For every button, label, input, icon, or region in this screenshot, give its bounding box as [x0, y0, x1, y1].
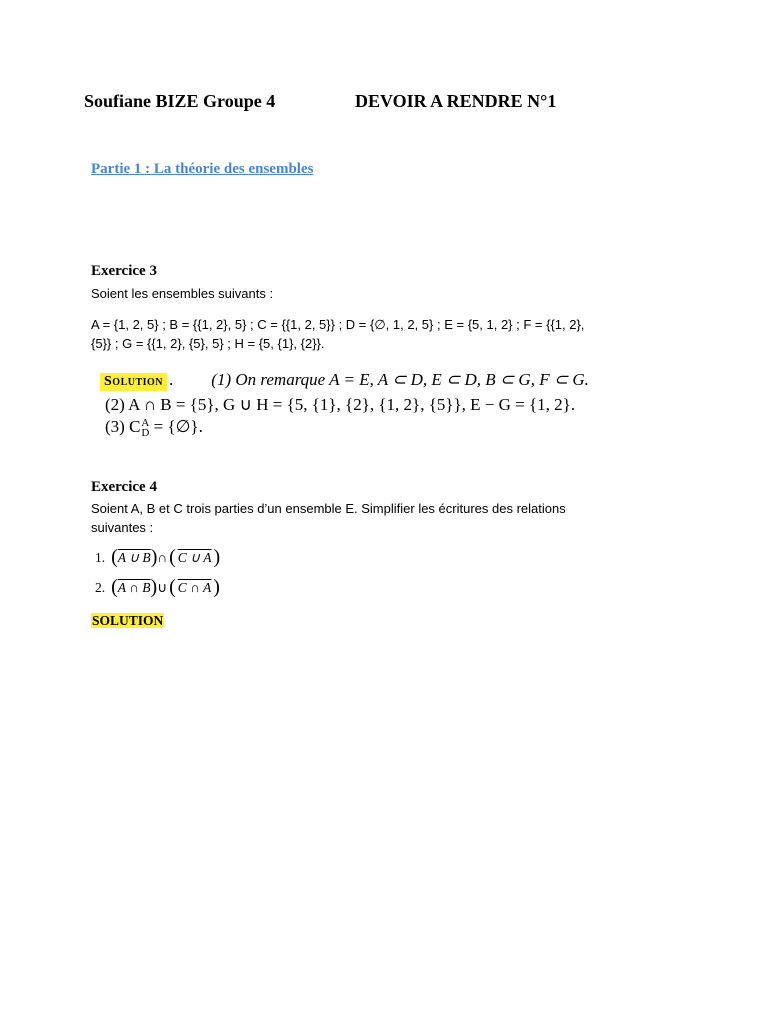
part-title: Partie 1 : La théorie des ensembles	[91, 161, 314, 177]
relation-right-a: A	[203, 549, 212, 565]
close-paren: )	[213, 546, 221, 568]
open-paren: (	[111, 546, 118, 568]
relation-operator: ∩	[157, 549, 168, 565]
solution-line3-prefix: (3) C	[105, 417, 141, 436]
exercise4-intro-line2: suivantes :	[91, 520, 154, 535]
solution-block	[100, 370, 589, 438]
relation-right-c: C ∩	[177, 579, 204, 595]
exercise3-title: Exercice 3	[91, 263, 157, 279]
open-paren: (	[111, 576, 118, 598]
relation-right-c: C ∪	[177, 549, 204, 565]
solution-line1	[100, 370, 589, 391]
complement-sup: A	[141, 417, 150, 430]
close-paren: )	[150, 576, 158, 598]
author-line: Soufiane BIZE Groupe 4	[84, 91, 276, 111]
relation-left: A ∩ B	[117, 579, 151, 595]
exercise3-intro: Soient les ensembles suivants :	[91, 286, 274, 301]
exercise4-solution	[91, 612, 164, 630]
open-paren: (	[169, 546, 176, 568]
solution-dot: .	[169, 370, 174, 389]
solution-highlight: SOLUTION	[92, 613, 164, 628]
close-paren: )	[150, 546, 158, 568]
solution-line3-suffix: = {∅}.	[149, 417, 203, 436]
solution-text-line3	[105, 417, 589, 438]
relation-operator: ∪	[157, 579, 168, 595]
solution-text-line2: (2) A ∩ B = {5}, G ∪ H = {5, {1}, {2}, {1, 2}, {5}}, E − G = {1, 2}.	[105, 395, 576, 414]
exercise4-intro-line1: Soient A, B et C trois parties d’un ensemble E. Simplifier les écritures des relations	[91, 501, 566, 516]
relation-item-1	[95, 546, 220, 569]
exercise4-title: Exercice 4	[91, 479, 157, 495]
relation-left: A ∪ B	[117, 549, 151, 565]
item-number: 1.	[95, 549, 106, 565]
relation-right	[176, 580, 214, 596]
relation-right	[176, 550, 214, 566]
close-paren: )	[213, 576, 220, 598]
item-number: 2.	[95, 579, 106, 595]
relation-item-2	[95, 576, 220, 599]
exercise3-sets-line2: {5}} ; G = {{1, 2}, {5}, 5} ; H = {5, {1}, {2}}.	[91, 336, 325, 351]
complement-sub: D	[141, 427, 150, 440]
relation-right-a: A	[203, 579, 212, 595]
open-paren: (	[169, 576, 176, 598]
solution-text-line1: (1) On remarque A = E, A ⊂ D, E ⊂ D, B ⊂ G, F ⊂ G.	[211, 370, 589, 389]
solution-badge: Solution	[100, 373, 167, 391]
document-title: DEVOIR A RENDRE N°1	[355, 91, 557, 111]
exercise3-sets-line1: A = {1, 2, 5} ; B = {{1, 2}, 5} ; C = {{1, 2, 5}} ; D = {∅, 1, 2, 5} ; E = {5, 1, 2} ; F = {{1, 2},	[91, 317, 585, 332]
